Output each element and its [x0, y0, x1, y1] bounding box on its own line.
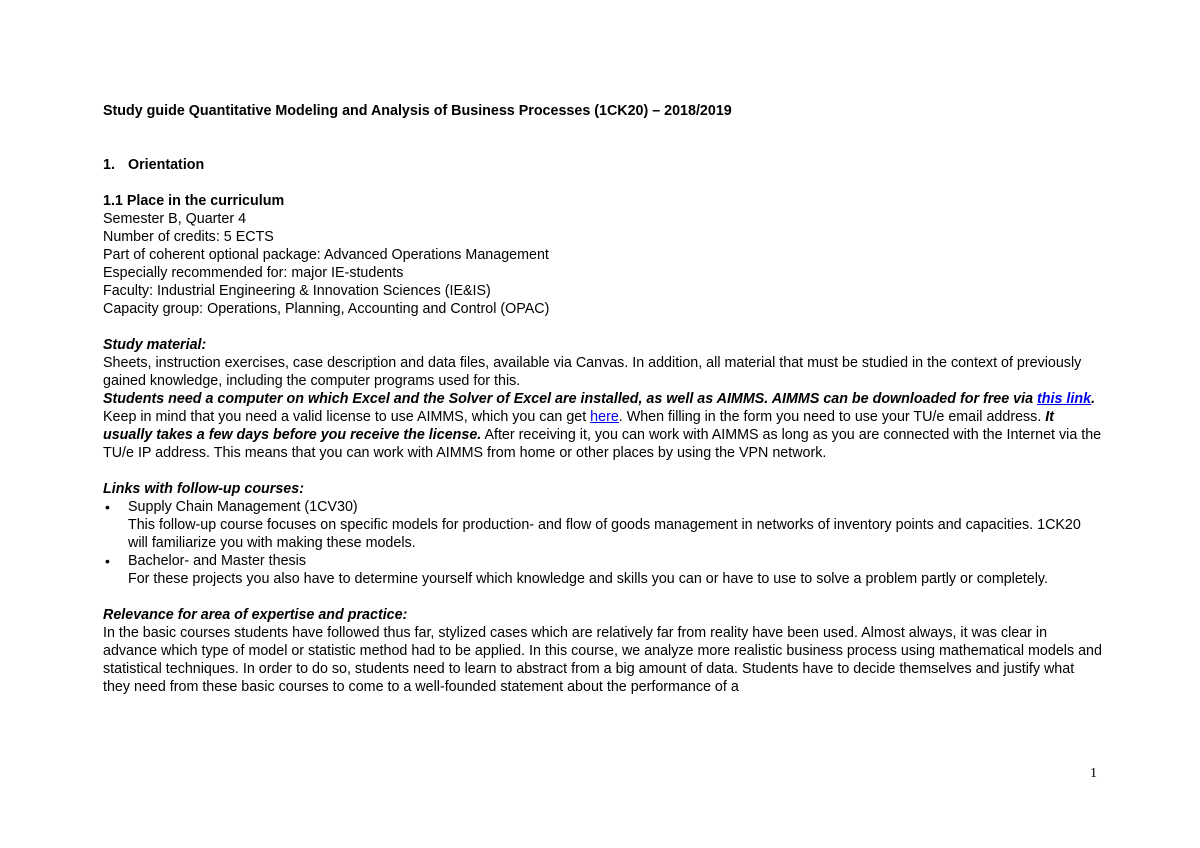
section-number: 1. — [103, 157, 115, 173]
bullet-icon: • — [105, 553, 110, 569]
license-form-text: . When filling in the form you need to use your TU/e email address. — [618, 409, 1046, 425]
place-line-semester: Semester B, Quarter 4 — [103, 211, 247, 227]
place-line-recommended: Especially recommended for: major IE-students — [103, 265, 404, 281]
software-paragraph — [103, 390, 1103, 462]
software-requirement-text: Students need a computer on which Excel and the Solver of Excel are installed, as well as AIMMS. AIMMS can be downloaded for free via — [103, 391, 1038, 407]
section-title: Orientation — [128, 157, 205, 173]
license-wait-text: It usually takes a few days before you receive the license. — [103, 409, 1055, 443]
license-text: Keep in mind that you need a valid license to use AIMMS, which you can get — [103, 409, 591, 425]
place-line-faculty: Faculty: Industrial Engineering & Innovation Sciences (IE&IS) — [103, 283, 491, 299]
links-heading: Links with follow-up courses: — [103, 481, 304, 497]
course-description: This follow-up course focuses on specific models for production- and flow of goods management in networks of inventory points and capacities. 1CK20 will familiarize you with making these models. — [128, 517, 1081, 551]
aimms-download-link[interactable]: this link — [1037, 391, 1092, 407]
course-description: For these projects you also have to determine yourself which knowledge and skills you can or have to use to solve a problem partly or completely. — [128, 571, 1048, 587]
study-material-paragraph: Sheets, instruction exercises, case description and data files, available via Canvas. In addition, all material that must be studied in the context of previously gained knowledge, including the computer programs used for this. — [103, 355, 1082, 389]
relevance-heading: Relevance for area of expertise and practice: — [103, 607, 408, 623]
document-content — [103, 102, 1103, 696]
place-line-credits: Number of credits: 5 ECTS — [103, 229, 274, 245]
study-material-heading: Study material: — [103, 337, 207, 353]
course-title: Bachelor- and Master thesis — [128, 553, 306, 569]
place-line-capacity-group: Capacity group: Operations, Planning, Accounting and Control (OPAC) — [103, 301, 550, 317]
place-line-package: Part of coherent optional package: Advanced Operations Management — [103, 247, 549, 263]
license-link[interactable]: here — [590, 409, 619, 425]
document-title: Study guide Quantitative Modeling and Analysis of Business Processes (1CK20) – 2018/2019 — [103, 103, 732, 119]
bullet-icon: • — [105, 499, 110, 515]
vpn-text: After receiving it, you can work with AIMMS as long as you are connected with the Internet via the TU/e IP address. This means that you can work with AIMMS from home or other places by using the VPN network. — [103, 427, 1102, 461]
course-title: Supply Chain Management (1CV30) — [128, 499, 358, 515]
list-item — [103, 498, 1103, 552]
page-number: 1 — [1090, 766, 1097, 781]
place-heading: 1.1 Place in the curriculum — [103, 193, 285, 209]
list-item — [103, 552, 1103, 588]
follow-up-course-list — [103, 498, 1103, 588]
relevance-paragraph: In the basic courses students have followed thus far, stylized cases which are relatively far from reality have been used. Almost always, it was clear in advance which type of model or statistic method had to be applied. In this course, we analyze more realistic business process using mathematical models and statistical techniques. In order to do so, students need to learn to abstract from a big amount of data. Students have to decide themselves and justify what they need from these basic courses to come to a well-founded statement about the performance of a — [103, 625, 1102, 695]
section-heading — [103, 156, 1103, 174]
software-period: . — [1091, 391, 1096, 407]
